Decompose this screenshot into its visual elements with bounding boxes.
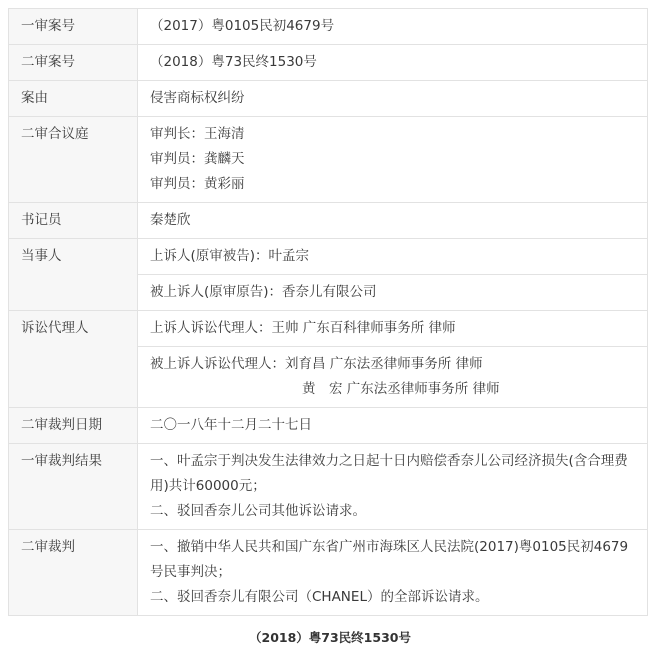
- first-instance-result: [138, 444, 648, 530]
- first-instance-result-2: 二、驳回香奈儿公司其他诉讼请求。: [150, 503, 366, 519]
- appellee-agents: [138, 347, 648, 408]
- table-row: [9, 81, 648, 117]
- table-row: [9, 9, 648, 45]
- row-label-first-instance-case-no: 一审案号: [9, 9, 138, 45]
- case-info-table: [8, 8, 648, 616]
- table-row: [9, 311, 648, 347]
- appellee-agent-1: 被上诉人诉讼代理人：刘育昌 广东法丞律师事务所 律师: [150, 356, 483, 372]
- first-instance-result-1: 一、叶孟宗于判决发生法律效力之日起十日内赔偿香奈儿公司经济损失(含合理费用)共计60000元；: [150, 453, 628, 494]
- case-cause: 侵害商标权纠纷: [138, 81, 648, 117]
- first-instance-case-no: （2017）粤0105民初4679号: [138, 9, 648, 45]
- table-caption: （2018）粤73民终1530号: [249, 630, 411, 645]
- table-row: [9, 444, 648, 530]
- row-label-second-instance-judgment: 二审裁判: [9, 530, 138, 616]
- clerk-name: 秦楚欣: [138, 203, 648, 239]
- table-row: [9, 117, 648, 203]
- appellee: 被上诉人(原审原告)：香奈儿有限公司: [138, 275, 648, 311]
- judge-1: 审判员：龚麟天: [150, 151, 245, 167]
- table-row: [9, 530, 648, 616]
- second-instance-case-no: （2018）粤73民终1530号: [138, 45, 648, 81]
- second-instance-judgment-1: 一、撤销中华人民共和国广东省广州市海珠区人民法院(2017)粤0105民初4679号民事判决；: [150, 539, 629, 580]
- row-label-panel: 二审合议庭: [9, 117, 138, 203]
- row-label-agents: 诉讼代理人: [9, 311, 138, 408]
- table-row: [9, 408, 648, 444]
- row-label-second-instance-case-no: 二审案号: [9, 45, 138, 81]
- table-row: [9, 45, 648, 81]
- row-label-cause: 案由: [9, 81, 138, 117]
- judgment-date: 二〇一八年十二月二十七日: [138, 408, 648, 444]
- row-label-clerk: 书记员: [9, 203, 138, 239]
- panel-members: [138, 117, 648, 203]
- second-instance-judgment: [138, 530, 648, 616]
- appellee-agent-2: 黄 宏 广东法丞律师事务所 律师: [302, 381, 500, 397]
- row-label-first-instance-result: 一审裁判结果: [9, 444, 138, 530]
- row-label-judgment-date: 二审裁判日期: [9, 408, 138, 444]
- table-row: [9, 239, 648, 275]
- presiding-judge: 审判长：王海清: [150, 126, 245, 142]
- table-row: [9, 203, 648, 239]
- second-instance-judgment-2: 二、驳回香奈儿有限公司（CHANEL）的全部诉讼请求。: [150, 589, 489, 605]
- row-label-parties: 当事人: [9, 239, 138, 311]
- judge-2: 审判员：黄彩丽: [150, 176, 245, 192]
- appellant-agent: 上诉人诉讼代理人：王帅 广东百科律师事务所 律师: [138, 311, 648, 347]
- appellant: 上诉人(原审被告)：叶孟宗: [138, 239, 648, 275]
